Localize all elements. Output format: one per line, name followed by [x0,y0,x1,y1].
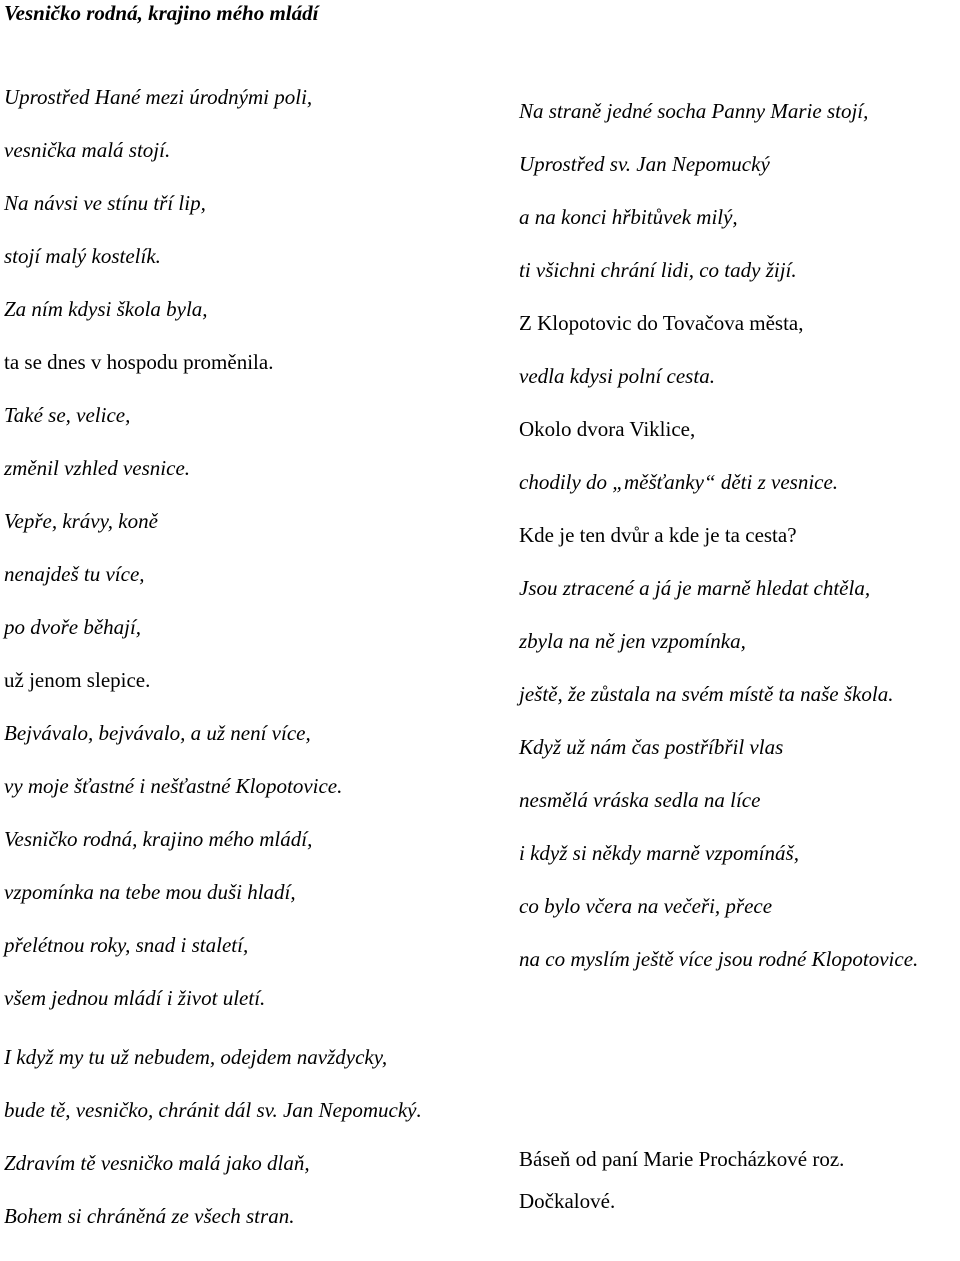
verse-line: Bohem si chráněná ze všech stran. [4,1204,295,1228]
verse-line: stojí malý kostelík. [4,244,161,268]
verse-line: Vesničko rodná, krajino mého mládí, [4,827,313,851]
verse-line: Také se, velice, [4,403,131,427]
verse-line: Zdravím tě vesničko malá jako dlaň, [4,1151,310,1175]
verse-line: Bejvávalo, bejvávalo, a už není více, [4,721,311,745]
verse-line: Vepře, krávy, koně [4,509,158,533]
author-note [519,1146,957,1214]
verse-line: Uprostřed sv. Jan Nepomucký [519,152,770,176]
verse-line: po dvoře běhají, [4,615,142,639]
verse-line: vesnička malá stojí. [4,138,171,162]
verse-line: Na návsi ve stínu tří lip, [4,191,206,215]
verse-line: ta se dnes v hospodu proměnila. [4,350,274,374]
verse-line: Uprostřed Hané mezi úrodnými poli, [4,85,313,109]
bottom-left-verses [4,1044,444,1229]
verse-line: už jenom slepice. [4,668,151,692]
verse-line: I když my tu už nebudem, odejdem navždycky, [4,1045,388,1069]
right-column-verses [519,98,957,972]
poem-title: Vesničko rodná, krajino mého mládí [4,1,319,25]
verse-line: všem jednou mládí i život uletí. [4,986,266,1010]
verse-line: Když už nám čas postříbřil vlas [519,735,784,759]
verse-line: zbyla na ně jen vzpomínka, [519,629,746,653]
verse-line: Kde je ten dvůr a kde je ta cesta? [519,523,797,547]
verse-line: ještě, že zůstala na svém místě ta naše škola. [519,682,894,706]
verse-line: nesmělá vráska sedla na líce [519,788,761,812]
verse-line: vzpomínka na tebe mou duši hladí, [4,880,296,904]
author-note-line: Báseň od paní Marie Procházkové roz. [519,1147,845,1171]
verse-line: i když si někdy marně vzpomínáš, [519,841,799,865]
verse-line: na co myslím ještě více jsou rodné Klopotovice. [519,947,919,971]
verse-line: a na konci hřbitůvek milý, [519,205,738,229]
verse-line: chodily do „měšťanky“ děti z vesnice. [519,470,839,494]
author-note-line: Dočkalové. [519,1189,616,1213]
verse-line: bude tě, vesničko, chránit dál sv. Jan Nepomucký. [4,1098,422,1122]
verse-line: vy moje šťastné i nešťastné Klopotovice. [4,774,343,798]
left-column-verses [4,84,444,1011]
verse-line: nenajdeš tu více, [4,562,145,586]
verse-line: přelétnou roky, snad i staletí, [4,933,249,957]
verse-line: Okolo dvora Viklice, [519,417,696,441]
verse-line: ti všichni chrání lidi, co tady žijí. [519,258,797,282]
verse-line: Za ním kdysi škola byla, [4,297,208,321]
verse-line: Na straně jedné socha Panny Marie stojí, [519,99,869,123]
verse-line: Z Klopotovic do Tovačova města, [519,311,804,335]
verse-line: změnil vzhled vesnice. [4,456,191,480]
verse-line: vedla kdysi polní cesta. [519,364,715,388]
verse-line: Jsou ztracené a já je marně hledat chtěla, [519,576,871,600]
verse-line: co bylo včera na večeři, přece [519,894,773,918]
